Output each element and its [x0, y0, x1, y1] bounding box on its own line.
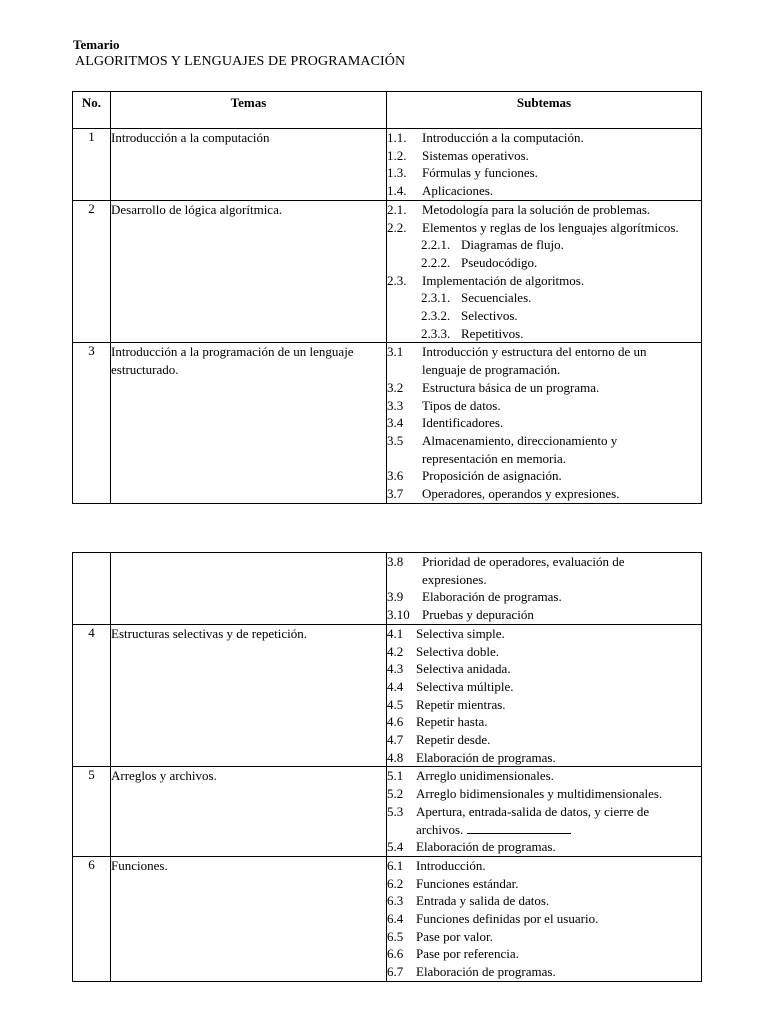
- subtopic-number: 1.1.: [387, 130, 407, 145]
- subtopic-text: Apertura, entrada-salida de datos, y cierre de archivos.: [416, 803, 650, 837]
- subtopic-text: Estructura básica de un programa.: [422, 379, 600, 395]
- subtopic-item: [387, 696, 701, 714]
- document-heading: [73, 37, 405, 71]
- subtopic-text: Introducción a la computación.: [422, 130, 584, 145]
- subtopic-text: Tipos de datos.: [422, 397, 501, 413]
- subtopic-item: [387, 397, 701, 415]
- subtopic-number: 4.1: [387, 625, 404, 641]
- subtopic-text: Funciones definidas por el usuario.: [416, 911, 599, 927]
- subtopic-item: [387, 414, 701, 432]
- subtopic-text: Selectiva múltiple.: [416, 678, 514, 694]
- subtopic-item: [387, 164, 701, 182]
- subtopic-item: [387, 928, 701, 946]
- topic-number: 1: [73, 129, 111, 201]
- subtopic-text: Operadores, operandos y expresiones.: [422, 486, 620, 502]
- subtopic-number: 2.3.2.: [421, 308, 451, 324]
- topic-number: 4: [73, 624, 111, 767]
- topic-number: [73, 553, 111, 625]
- table-row: [73, 624, 702, 767]
- subtopic-item: [387, 892, 701, 910]
- subtopic-text: Selectiva anidada.: [416, 661, 511, 677]
- subtopic-item: [387, 803, 701, 838]
- subtopics-cell: [387, 767, 702, 857]
- subtopic-item: [387, 467, 701, 485]
- subtopic-text: Elaboración de programas.: [416, 839, 556, 855]
- subtopic-item: [387, 945, 701, 963]
- subtopic-number: 4.7: [387, 732, 404, 748]
- subtopic-number: 3.7: [387, 486, 404, 502]
- subtopic-item: [387, 254, 701, 272]
- subtopic-number: 3.3: [387, 397, 404, 413]
- subtopics-cell: [387, 129, 702, 201]
- subtopic-number: 1.2.: [387, 147, 407, 163]
- subtopic-item: [387, 432, 701, 467]
- subtopic-item: [387, 910, 701, 928]
- subtopic-text: Elaboración de programas.: [416, 964, 556, 980]
- subtopic-item: [387, 643, 701, 661]
- topic-title: Introducción a la programación de un lenguaje estructurado.: [111, 343, 387, 503]
- subtopic-text: Funciones estándar.: [416, 875, 519, 891]
- table-row: [73, 767, 702, 857]
- subtopics-cell: [387, 856, 702, 981]
- subtopic-text: Arreglo unidimensionales.: [416, 768, 554, 784]
- subtopic-text: Identificadores.: [422, 415, 504, 431]
- subtopic-text: Aplicaciones.: [422, 183, 494, 199]
- subtopic-text: Almacenamiento, direccionamiento y representación en memoria.: [422, 432, 618, 466]
- document-title: ALGORITMOS Y LENGUAJES DE PROGRAMACIÓN: [75, 54, 406, 69]
- subtopic-number: 3.4: [387, 415, 404, 431]
- subtopic-number: 3.6: [387, 468, 404, 484]
- topic-title: Desarrollo de lógica algorítmica.: [111, 200, 387, 343]
- subtopic-item: [387, 749, 701, 767]
- subtopic-text: Pase por valor.: [416, 928, 493, 944]
- subtopic-text: Entrada y salida de datos.: [416, 893, 550, 909]
- table-row: [73, 200, 702, 343]
- subtopic-item: [387, 838, 701, 856]
- subtopic-number: 3.1: [387, 344, 404, 360]
- subtopic-item: [387, 875, 701, 893]
- subtopic-number: 2.1.: [387, 201, 407, 217]
- subtopic-item: [387, 485, 701, 503]
- subtopic-number: 2.3.: [387, 272, 407, 288]
- subtopic-item: [387, 553, 701, 588]
- topic-number: 5: [73, 767, 111, 857]
- subtopics-cell: [387, 200, 702, 343]
- topic-title: Funciones.: [111, 856, 387, 981]
- table-body: [73, 553, 702, 982]
- subtopic-item: [387, 129, 701, 147]
- subtopic-item: [387, 147, 701, 165]
- subtopics-cell: [387, 553, 702, 625]
- subtopic-number: 6.4: [387, 911, 404, 927]
- subtopic-item: [387, 767, 701, 785]
- subtopic-text: Arreglo bidimensionales y multidimensionales.: [416, 786, 663, 802]
- subtopic-number: 2.3.1.: [421, 290, 451, 306]
- subtopic-number: 5.2: [387, 786, 404, 802]
- subtopic-number: 6.1: [387, 857, 404, 873]
- subtopic-text: Secuenciales.: [461, 290, 532, 306]
- subtopic-number: 1.4.: [387, 183, 407, 199]
- subtopic-number: 2.2.2.: [421, 254, 451, 270]
- subtopics-cell: [387, 343, 702, 503]
- subtopic-number: 2.2.1.: [421, 237, 451, 253]
- subtopic-number: 5.1: [387, 768, 404, 784]
- subtopic-text: Metodología para la solución de problemas.: [422, 201, 651, 217]
- subtopic-item: [387, 625, 701, 643]
- subtopic-number: 2.2.: [387, 219, 407, 235]
- topic-number: 2: [73, 200, 111, 343]
- syllabus-table-part-2: [72, 552, 702, 982]
- table-row: [73, 553, 702, 625]
- subtopic-text: Pseudocódigo.: [461, 254, 538, 270]
- subtopic-text: Pase por referencia.: [416, 946, 519, 962]
- subtopic-item: [387, 660, 701, 678]
- subtopic-item: [387, 272, 701, 290]
- subtopic-text: Repetir hasta.: [416, 714, 488, 730]
- subtopic-text: Pruebas y depuración: [422, 607, 534, 623]
- subtopic-item: [387, 963, 701, 981]
- topic-title: [111, 553, 387, 625]
- subtopic-text: Diagramas de flujo.: [461, 237, 564, 253]
- subtopic-item: [387, 588, 701, 606]
- subtopic-number: 6.5: [387, 928, 404, 944]
- subtopic-text: Repetir mientras.: [416, 696, 506, 712]
- subtopic-text: Introducción y estructura del entorno de un lenguaje de programación.: [422, 344, 647, 378]
- topic-number: 3: [73, 343, 111, 503]
- subtopic-item: [387, 379, 701, 397]
- subtopic-number: 6.2: [387, 875, 404, 891]
- subtopic-number: 4.6: [387, 714, 404, 730]
- subtopic-text: Selectiva doble.: [416, 643, 500, 659]
- subtopic-item: [387, 678, 701, 696]
- topic-title: Arreglos y archivos.: [111, 767, 387, 857]
- syllabus-table-part-1: [72, 91, 702, 504]
- subtopic-number: 6.3: [387, 893, 404, 909]
- topic-number: 6: [73, 856, 111, 981]
- table-row: [73, 129, 702, 201]
- subtopic-number: 5.4: [387, 839, 404, 855]
- subtopics-cell: [387, 624, 702, 767]
- subtopic-item: [387, 219, 701, 237]
- table-row: [73, 343, 702, 503]
- subtopic-text: Elementos y reglas de los lenguajes algorítmicos.: [422, 219, 679, 235]
- topic-title: Estructuras selectivas y de repetición.: [111, 624, 387, 767]
- subtopic-number: 3.10: [387, 607, 410, 623]
- subtopic-text: Repetitivos.: [461, 325, 524, 341]
- subtopic-item: [387, 307, 701, 325]
- column-header-subtemas: Subtemas: [387, 92, 702, 129]
- subtopic-number: 4.5: [387, 696, 404, 712]
- subtopic-number: 3.2: [387, 379, 404, 395]
- subtopic-number: 4.8: [387, 749, 404, 765]
- subtopic-number: 3.5: [387, 432, 404, 448]
- subtopic-text: Fórmulas y funciones.: [422, 165, 538, 181]
- subtopic-text: Elaboración de programas.: [422, 589, 562, 605]
- table-body: [73, 129, 702, 504]
- subtopic-text: Introducción.: [416, 857, 486, 873]
- subtopic-text: Implementación de algoritmos.: [422, 272, 585, 288]
- subtopic-number: 4.2: [387, 643, 404, 659]
- subtopic-item: [387, 713, 701, 731]
- subtopic-item: [387, 325, 701, 343]
- subtopic-number: 2.3.3.: [421, 325, 451, 341]
- subtopic-item: [387, 857, 701, 875]
- subtopic-item: [387, 182, 701, 200]
- table-row: [73, 856, 702, 981]
- subtopic-text: Sistemas operativos.: [422, 147, 529, 163]
- subtopic-number: 6.6: [387, 946, 404, 962]
- table-header-row: [73, 92, 702, 129]
- subtopic-number: 3.9: [387, 589, 404, 605]
- subtopic-number: 6.7: [387, 964, 404, 980]
- subtopic-item: [387, 731, 701, 749]
- topic-title: Introducción a la computación: [111, 129, 387, 201]
- document-label: Temario: [73, 37, 120, 52]
- subtopic-number: 1.3.: [387, 165, 407, 181]
- subtopic-item: [387, 201, 701, 219]
- column-header-no: No.: [73, 92, 111, 129]
- subtopic-item: [387, 289, 701, 307]
- subtopic-text: Repetir desde.: [416, 732, 491, 748]
- subtopic-text: Proposición de asignación.: [422, 468, 562, 484]
- subtopic-number: 4.3: [387, 661, 404, 677]
- subtopic-item: [387, 606, 701, 624]
- subtopic-item: [387, 785, 701, 803]
- column-header-temas: Temas: [111, 92, 387, 129]
- subtopic-item: [387, 236, 701, 254]
- subtopic-number: 5.3: [387, 803, 404, 819]
- subtopic-text: Prioridad de operadores, evaluación de expresiones.: [422, 554, 625, 587]
- subtopic-text: Selectivos.: [461, 308, 518, 324]
- subtopic-item: [387, 343, 701, 378]
- subtopic-text: Selectiva simple.: [416, 625, 505, 641]
- blank-underline: [467, 822, 571, 834]
- subtopic-text: Elaboración de programas.: [416, 749, 556, 765]
- subtopic-number: 4.4: [387, 678, 404, 694]
- subtopic-number: 3.8: [387, 554, 404, 569]
